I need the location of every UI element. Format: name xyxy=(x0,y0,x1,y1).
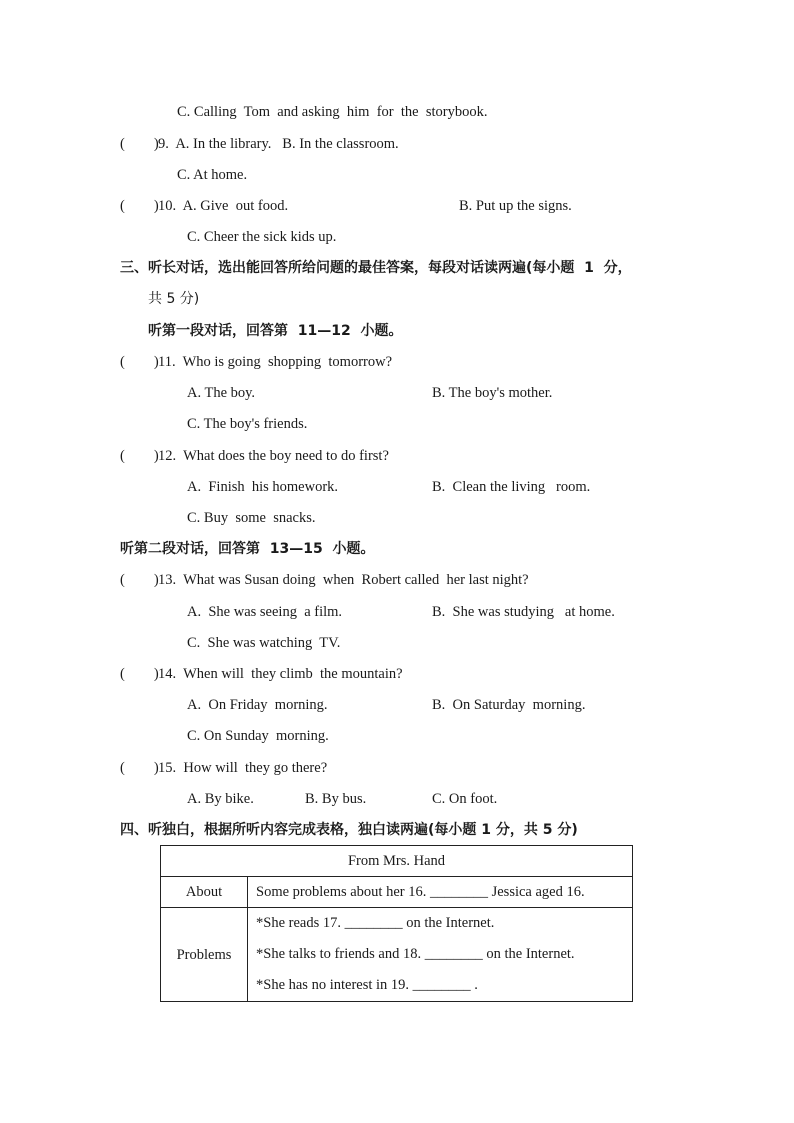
q10-option-b: B. Put up the signs. xyxy=(459,198,572,214)
q15-option-b: B. By bus. xyxy=(305,791,367,807)
q15-option-a: A. By bike. xyxy=(187,791,254,807)
q14-option-b: B. On Saturday morning. xyxy=(432,697,586,713)
q14-option-c: C. On Sunday morning. xyxy=(187,728,329,744)
q9-option-c: C. At home. xyxy=(177,167,248,183)
section3-title-cont: 共 5 分) xyxy=(148,291,200,307)
q11-option-b: B. The boy's mother. xyxy=(432,385,553,401)
q13-option-c: C. She was watching TV. xyxy=(187,635,341,651)
problems-cell xyxy=(248,908,633,1002)
problem-17[interactable]: *She reads 17. ________ on the Internet. xyxy=(256,915,495,931)
q10-answer-paren[interactable]: ( ) xyxy=(120,198,159,214)
section3-title: 三、听长对话，选出能回答所给问题的最佳答案，每段对话读两遍(每小题 1 分， xyxy=(120,260,632,276)
problem-19[interactable]: *She has no interest in 19. ________ . xyxy=(256,977,478,993)
section3-dialog1: 听第一段对话，回答第 11—12 小题。 xyxy=(148,323,403,339)
q10-stem: 10. A. Give out food. xyxy=(158,198,289,214)
q15-answer-paren[interactable]: ( ) xyxy=(120,760,159,776)
q11-answer-paren[interactable]: ( ) xyxy=(120,354,159,370)
problem-18[interactable]: *She talks to friends and 18. ________ on the Internet. xyxy=(256,946,575,962)
mrs-hand-table xyxy=(160,845,633,1002)
q13-answer-paren[interactable]: ( ) xyxy=(120,572,159,588)
q11-option-c: C. The boy's friends. xyxy=(187,416,308,432)
q12-option-b: B. Clean the living room. xyxy=(432,479,591,495)
q11-option-a: A. The boy. xyxy=(187,385,256,401)
q15-option-c: C. On foot. xyxy=(432,791,498,807)
q11-stem: 11. Who is going shopping tomorrow? xyxy=(158,354,393,370)
q15-stem: 15. How will they go there? xyxy=(158,760,328,776)
q12-option-a: A. Finish his homework. xyxy=(187,479,339,495)
section4-title: 四、听独白，根据所听内容完成表格，独白读两遍(每小题 1 分，共 5 分) xyxy=(120,822,578,838)
q14-option-a: A. On Friday morning. xyxy=(187,697,328,713)
about-text[interactable]: Some problems about her 16. ________ Jessica aged 16. xyxy=(248,877,633,908)
q10-option-c: C. Cheer the sick kids up. xyxy=(187,229,337,245)
q13-stem: 13. What was Susan doing when Robert called her last night? xyxy=(158,572,529,588)
q9-answer-paren[interactable]: ( ) xyxy=(120,136,159,152)
section3-dialog2: 听第二段对话，回答第 13—15 小题。 xyxy=(120,541,375,557)
table-header: From Mrs. Hand xyxy=(161,846,633,877)
q8-option-c: C. Calling Tom and asking him for the storybook. xyxy=(177,104,488,120)
about-label: About xyxy=(161,877,248,908)
q12-option-c: C. Buy some snacks. xyxy=(187,510,316,526)
q12-answer-paren[interactable]: ( ) xyxy=(120,448,159,464)
q14-stem: 14. When will they climb the mountain? xyxy=(158,666,403,682)
problems-label: Problems xyxy=(161,908,248,1002)
q14-answer-paren[interactable]: ( ) xyxy=(120,666,159,682)
q12-stem: 12. What does the boy need to do first? xyxy=(158,448,389,464)
q13-option-a: A. She was seeing a film. xyxy=(187,604,343,620)
q9-stem: 9. A. In the library. B. In the classroom. xyxy=(158,136,399,152)
q13-option-b: B. She was studying at home. xyxy=(432,604,615,620)
